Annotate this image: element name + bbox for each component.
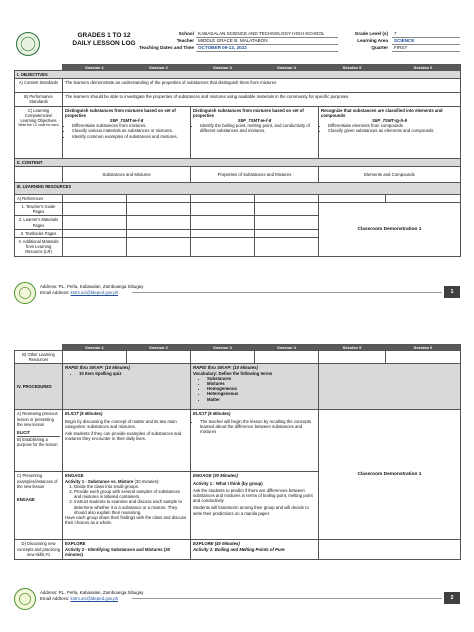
classroom-demo-cell: Classroom Demonstration 1 [319, 203, 461, 257]
competency-2-list [193, 123, 316, 133]
competency-3-title: Recognize that substances are classified into elements and compounds [321, 107, 443, 118]
competency-1-code: S5P_7SMT-Ie-f-8 [109, 118, 144, 124]
procedures-section: IV. PROCEDURES [15, 364, 63, 410]
list-item: • Matter [207, 397, 316, 402]
discussing-concepts-label: D) Discussing new concepts and practicing new skills #1 [15, 540, 63, 560]
deped-seal-icon [16, 32, 40, 56]
dates-value: OCTOBER 09-13, 2023 [196, 45, 338, 52]
school-label: School [178, 31, 194, 36]
additional-materials-label: 4. Additional Materials from Learning Resource (LR) [15, 238, 63, 257]
textbooks-label: 3. Textbooks Pages [15, 229, 63, 237]
explore-1-activity: Activity 2 - Identifying Substances and Mixtures (30 minutes) [65, 546, 171, 557]
rapid-session-1-2 [63, 364, 191, 410]
engage-2-paragraph-1: Ask the students to predict if there are differences between substances and mixtures in terms of boiling point, melting point and conductivity [193, 487, 313, 504]
competency-session-1-2 [63, 106, 191, 158]
rapid-1-list [65, 371, 188, 376]
competency-2-code: S5P_7SMT-Ie-f-8 [237, 118, 272, 124]
rapid-1-title: RAPID thru SIKAP: (10 Minutes) [65, 365, 130, 371]
email-label: Email Address: [40, 596, 70, 601]
elicit-1-title: ELICIT (5 Minutes) [65, 411, 103, 417]
elicit-1-paragraph-2: Ask students if they can provide examples of substances and mixtures they encounter in their daily lives. [65, 431, 182, 442]
address-value: P.L. Peña, Kabasalan, Zamboanga Sibugay [58, 284, 144, 289]
school-seal-icon [14, 588, 36, 610]
engage-2-activity: Activity 1 : What I think (by group) [193, 480, 263, 486]
competency-1-title: Distinguish substances from mixtures based on set of properties [65, 107, 176, 118]
performance-standards-text: The learners should be able to investigate the properties of substances and mixtures using available materials in the community for specific purposes [63, 93, 461, 106]
content-standards-label: A) Content Standards [15, 79, 63, 93]
dll-table-page-1 [14, 64, 461, 257]
resources-section: III. LEARNING RESOURCES [15, 182, 461, 194]
footer-divider [132, 292, 442, 293]
teacher-label: Teacher [176, 38, 194, 43]
session-6-header: Session 6 [386, 345, 461, 351]
teacher-value: MIDDLE GRACE B. MALATABON [196, 38, 338, 45]
performance-standards-label: B) Performance Standards [15, 93, 63, 106]
address-value: P.L. Peña, Kabasalan, Zamboanga Sibugay [58, 590, 144, 595]
list-item: • 10 Item Spelling quiz [79, 371, 188, 376]
content-session-3-4: Properties of Substances and Mixtures [191, 166, 319, 182]
elicit-1-paragraph-1: Begin by discussing the concept of matter and its two main categories: substances and mixtures. [65, 418, 177, 429]
list-item: • Mixtures [207, 381, 316, 386]
teachers-guide-label: 1. Teacher's Guide Pages [15, 203, 63, 216]
classroom-demo-cell: Classroom Demonstration 1 [319, 410, 461, 540]
engage-session-3-4 [191, 472, 319, 540]
competency-session-5-6 [319, 106, 461, 158]
references-label: A) References [15, 194, 63, 202]
session-1-header: Session 1 [63, 65, 127, 71]
email-link[interactable]: kstrs.sci@ldeped.gov.ph [70, 596, 119, 601]
page-number: 1 [444, 286, 460, 298]
examples-label: C) Presenting examples/instances of the new lesson [17, 473, 58, 489]
content-session-5-6: Elements and Compounds [319, 166, 461, 182]
list-item: • The teacher will begin the lesson by recalling the concepts learned about the difference between substances and mixtures [200, 419, 316, 435]
explore-2-activity: Activity 2: Boiling and Melting Points of Pure [193, 546, 285, 552]
title-line-2: DAILY LESSON LOG [72, 40, 136, 47]
explore-2-title: EXPLORE (40 Minutes) [193, 541, 240, 547]
competencies-note: Write the LC code for each [18, 123, 59, 128]
elicit-session-3-4 [191, 410, 319, 472]
dll-table-page-2 [14, 344, 461, 560]
engage-1-title: ENGAGE [65, 473, 84, 479]
competency-1-list [65, 123, 188, 139]
session-3-header: Session 3 [191, 65, 255, 71]
rapid-2-title: RAPID thru SIKAP: (10 Minutes) [193, 365, 258, 371]
explore-session-1-2 [63, 540, 191, 560]
list-item: • Homogeneous [207, 386, 316, 391]
competency-2-title: Distinguish substances from mixtures based on set of properties [193, 107, 304, 118]
footer-divider [132, 598, 442, 599]
content-section: II. CONTENT [15, 158, 461, 166]
engage-session-1-2 [63, 472, 191, 540]
explore-session-3-4 [191, 540, 319, 560]
list-item: • Identify common examples of substances and mixtures. [72, 134, 188, 139]
list-item: • Identify the boiling point, melting point, and conductivity of different substances and mixtures. [200, 123, 316, 133]
session-5-header: Session 5 [319, 65, 386, 71]
objectives-section: I. OBJECTIVES [15, 71, 461, 79]
content-session-1-2: Substances and Mixtures [63, 166, 191, 182]
page-2 [14, 344, 460, 614]
grade-label: Grade Level (s) [354, 31, 388, 36]
grade-value: 7 [392, 31, 460, 38]
list-item: • Heterogeneous [207, 391, 316, 396]
list-item: • Differentiate elements from compounds [328, 123, 458, 128]
engage-2-paragraph-2: Students will brainstorm among their group and will decide to write their predictions on a manila paper. [193, 505, 309, 516]
session-4-header: Session 4 [255, 345, 319, 351]
learners-materials-label: 2. Learner's Materials Pages [15, 216, 63, 229]
page-1 [14, 30, 460, 312]
engage-1-activity: Activity 1 - Substance vs. Mixture [65, 478, 134, 484]
competencies-label-cell [15, 106, 63, 158]
engage-label: ENGAGE [17, 497, 35, 503]
engage-1-list [65, 484, 188, 515]
session-3-header: Session 3 [191, 345, 255, 351]
competency-3-code: S5P_7SMT-Ig-h-9 [372, 118, 407, 124]
competency-session-3-4 [191, 106, 319, 158]
list-item: 1. Divide the class into small groups. [74, 484, 188, 489]
competency-3-list [321, 123, 458, 133]
list-item: 2. Provide each group with several samples of substances and mixtures in labeled containers. [74, 489, 188, 499]
review-label-cell [15, 410, 63, 472]
competencies-label: C) Learning Competencies/ Learning Objectives [20, 107, 57, 124]
elicit-2-title: ELICIT (5 Minutes) [193, 411, 231, 417]
footer-address [40, 284, 143, 296]
engage-1-time: (30 minutes): [134, 478, 160, 484]
footer-address [40, 590, 143, 602]
rapid-2-list [193, 376, 316, 402]
session-6-header: Session 6 [386, 65, 461, 71]
email-link[interactable]: kstrs.sci@ldeped.gov.ph [70, 290, 119, 295]
purpose-label: B) Establishing a purpose for the lesson [17, 436, 60, 447]
other-resources-label: B) Other Learning Resources [15, 351, 63, 364]
school-seal-icon [14, 282, 36, 304]
area-label: Learning Area [357, 38, 388, 43]
session-2-header: Session 2 [127, 65, 191, 71]
list-item: 3. Instruct students to examine and discuss each sample to determine whether it is a substance or a mixture. They should also explain their reasoning. [74, 499, 188, 515]
footer-page-2 [14, 588, 460, 610]
title-line-1: GRADES 1 TO 12 [77, 32, 131, 39]
session-1-header: Session 1 [63, 345, 127, 351]
list-item: • Differentiate substances from mixtures. [72, 123, 188, 128]
area-value: SCIENCE [392, 38, 460, 45]
session-4-header: Session 4 [255, 65, 319, 71]
examples-label-cell [15, 472, 63, 540]
quarter-value: FIRST [392, 45, 460, 52]
explore-1-title: EXPLORE [65, 541, 86, 547]
list-item: • Substances [207, 376, 316, 381]
rapid-2-vocab: Vocabulary: Define the following terms [193, 370, 273, 376]
address-label: Address: [40, 284, 58, 289]
elicit-2-list [193, 419, 316, 435]
quarter-label: Quarter [371, 45, 388, 50]
email-label: Email Address: [40, 290, 70, 295]
elicit-label: ELICIT [17, 430, 30, 436]
school-value: KABASALAN SCIENCE AND TECHNOLOGY HIGH SCHOOL [196, 31, 338, 38]
list-item: • Classify given substances as elements and compounds [328, 128, 458, 133]
session-5-header: Session 5 [319, 345, 386, 351]
engage-2-title: ENGAGE (30 Minutes) [193, 473, 238, 479]
list-item: • Classify various materials as substances or mixtures. [72, 128, 188, 133]
content-standards-text: The learners demonstrate an understanding of the properties of substances that distinguish them from mixtures [63, 79, 461, 93]
review-label: A) Reviewing previous lesson or presenting the new lesson [17, 411, 58, 427]
footer-page-1 [14, 282, 460, 304]
rapid-session-3-4 [191, 364, 319, 410]
address-label: Address: [40, 590, 58, 595]
page-number: 2 [444, 592, 460, 604]
engage-1-tail: Have each group share their findings with the class and discuss their choices as a whole. [65, 515, 187, 526]
session-2-header: Session 2 [127, 345, 191, 351]
dates-label: Teaching Dates and Time [139, 45, 194, 50]
elicit-session-1-2 [63, 410, 191, 472]
